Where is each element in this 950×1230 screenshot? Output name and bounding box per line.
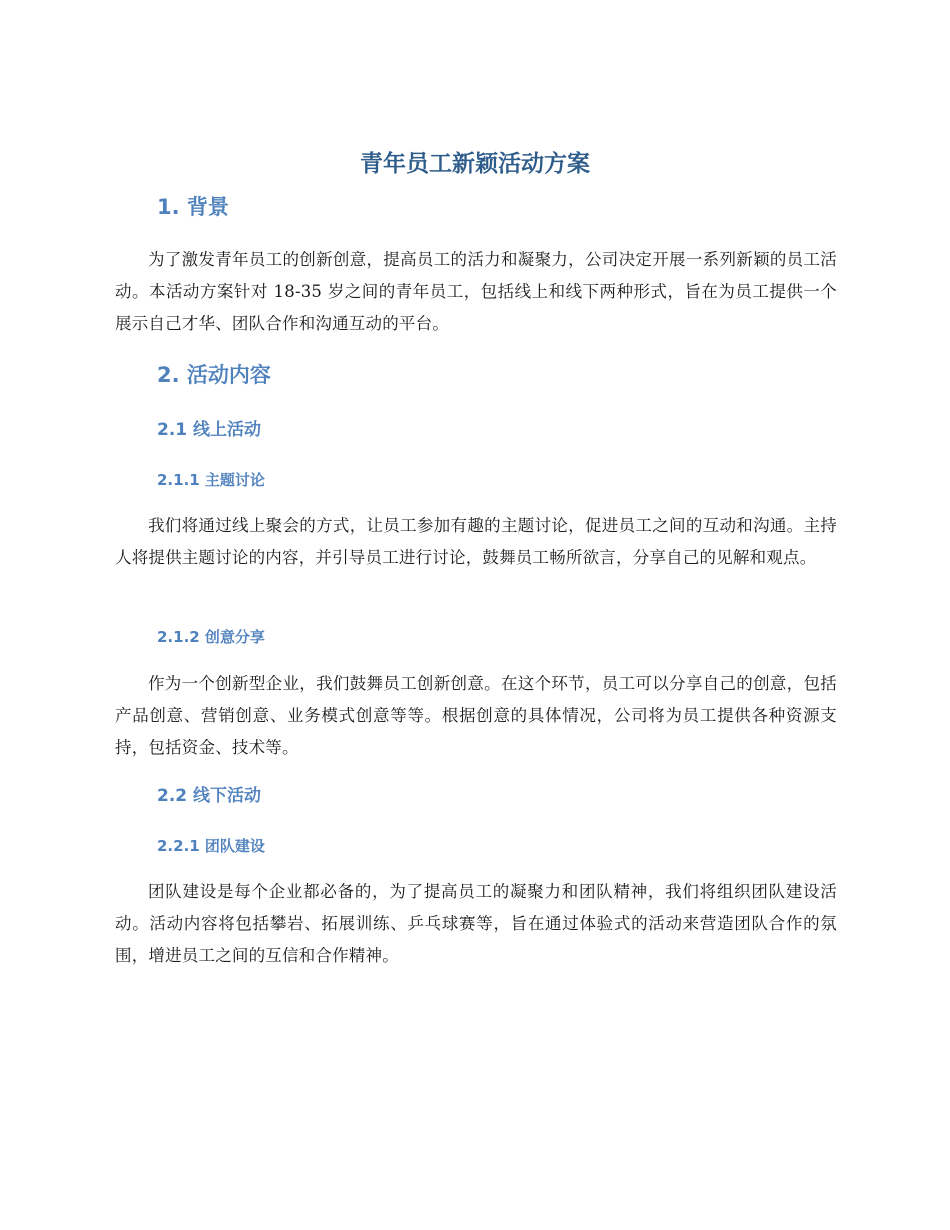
section-heading-background: 1. 背景	[157, 195, 229, 219]
subsubsection-heading-topic-discussion: 2.1.1 主题讨论	[157, 471, 265, 489]
team-building-paragraph: 团队建设是每个企业都必备的，为了提高员工的凝聚力和团队精神，我们将组织团队建设活动。活动内容将包括攀岩、拓展训练、乒乓球赛等，旨在通过体验式的活动来营造团队合作的氛围，增进员工之间的互信和合作精神。	[115, 882, 837, 965]
section-heading-content: 2. 活动内容	[157, 363, 271, 387]
subsubsection-heading-team-building: 2.2.1 团队建设	[157, 837, 265, 855]
topic-discussion-paragraph: 我们将通过线上聚会的方式，让员工参加有趣的主题讨论，促进员工之间的互动和沟通。主持人将提供主题讨论的内容，并引导员工进行讨论，鼓舞员工畅所欲言，分享自己的见解和观点。	[115, 516, 837, 567]
background-paragraph: 为了激发青年员工的创新创意，提高员工的活力和凝聚力，公司决定开展一系列新颖的员工活动。本活动方案针对 18-35 岁之间的青年员工，包括线上和线下两种形式，旨在为员工提供一个展示自己才华、团队合作和沟通互动的平台。	[115, 250, 837, 333]
document-title: 青年员工新颖活动方案	[360, 151, 590, 177]
subsection-heading-offline: 2.2 线下活动	[157, 786, 262, 806]
subsection-heading-online: 2.1 线上活动	[157, 420, 262, 440]
idea-sharing-paragraph: 作为一个创新型企业，我们鼓舞员工创新创意。在这个环节，员工可以分享自己的创意，包括产品创意、营销创意、业务模式创意等等。根据创意的具体情况，公司将为员工提供各种资源支持，包括资金、技术等。	[115, 674, 837, 757]
subsubsection-heading-idea-sharing: 2.1.2 创意分享	[157, 628, 265, 646]
